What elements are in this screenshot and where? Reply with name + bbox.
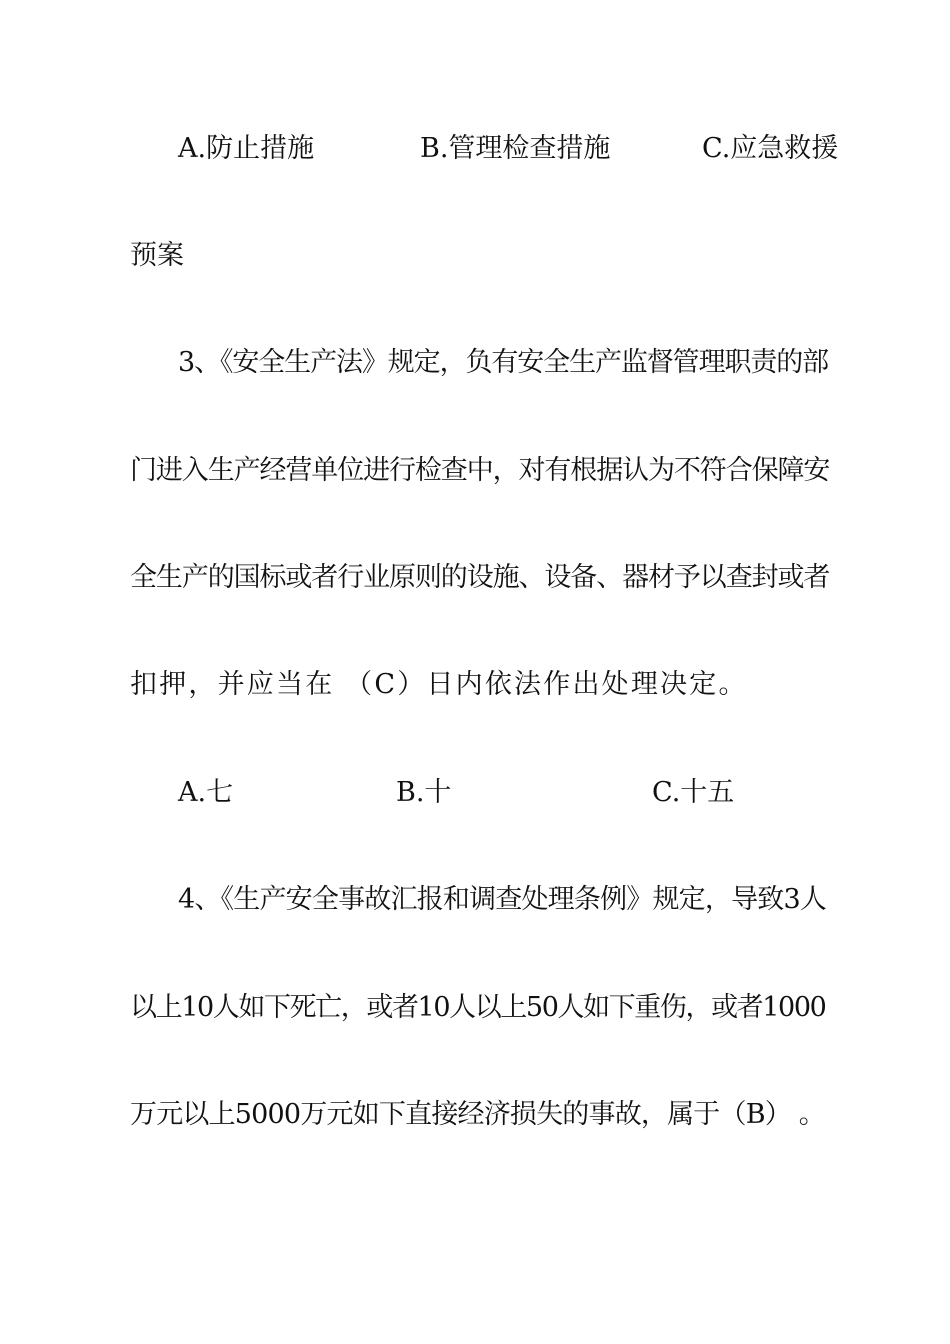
q3-text-line-1: 3、《安全生产法》规定，负有安全生产监督管理职责的部 [178,347,829,378]
q3-text-line-3: 全生产的国标或者行业原则的设施、设备、器材予以查封或者 [130,562,830,593]
q3-text-line-2: 门进入生产经营单位进行检查中，对有根据认为不符合保障安 [130,455,830,486]
q2-option-c: C.应急救援 [702,133,839,164]
q2-option-a: A.防止措施 [178,133,315,164]
q2-option-b: B.管理检查措施 [420,133,611,164]
q2-option-c-continuation: 预案 [130,240,184,271]
q3-option-c: C.十五 [652,777,735,808]
q3-option-b: B.十 [396,777,452,808]
q4-text-line-3: 万元以上5000万元如下直接经济损失的事故，属于（B） 。 [130,1099,825,1130]
q4-text-line-2: 以上10人如下死亡，或者10人以上50人如下重伤，或者1000 [130,992,826,1023]
q3-option-a: A.七 [178,777,234,808]
q4-text-line-1: 4、《生产安全事故汇报和调查处理条例》规定，导致3人 [178,884,827,915]
q3-text-line-4: 扣押，并应当在 （C）日内依法作出处理决定。 [130,669,748,700]
